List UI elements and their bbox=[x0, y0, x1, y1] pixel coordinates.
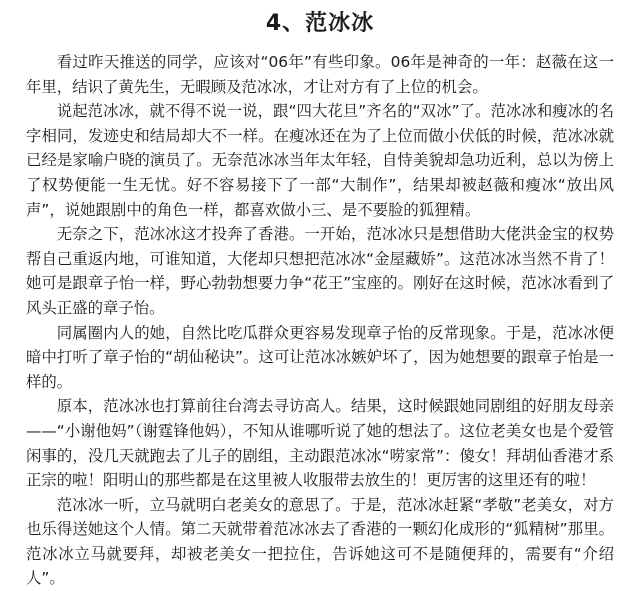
paragraph-2: 说起范冰冰，就不得不说一说，跟“四大花旦”齐名的“双冰”了。范冰冰和瘦冰的名字相同，发迹史和结局却大不一样。在瘦冰还在为了上位而做小伏低的时候，范冰冰就已经是家喻户晓的演员了。无奈范冰冰当年太年轻，自恃美貌却急功近利，总以为傍上了权势便能一生无忧。好不容易接下了一部“大制作”，结果却被赵薇和瘦冰“放出风声”，说她跟剧中的角色一样，都喜欢做小三、是不要脸的狐狸精。 bbox=[26, 102, 614, 219]
paragraph-1: 看过昨天推送的同学，应该对“06年”有些印象。06年是神奇的一年：赵薇在这一年里，结识了黄先生，无暇顾及范冰冰，才让对方有了上位的机会。 bbox=[26, 53, 614, 96]
paragraph-4: 同属圈内人的她，自然比吃瓜群众更容易发现章子怡的反常现象。于是，范冰冰便暗中打听了章子怡的“胡仙秘诀”。这可让范冰冰嫉妒坏了，因为她想要的跟章子怡是一样的。 bbox=[26, 323, 614, 391]
paragraph-6: 范冰冰一听，立马就明白老美女的意思了。于是，范冰冰赶紧“孝敬”老美女，对方也乐得送她这个人情。第二天就带着范冰冰去了香港的一颗幻化成形的“狐精树”那里。范冰冰立马就要拜，却被老美女一把拉住，告诉她这可不是随便拜的，需要有“介绍人”。 bbox=[26, 495, 614, 588]
article-title: 4、范冰冰 bbox=[265, 11, 375, 36]
paragraph-3: 无奈之下，范冰冰这才投奔了香港。一开始，范冰冰只是想借助大佬洪金宝的权势帮自己重返内地，可谁知道，大佬却只想把范冰冰“金屋藏娇”。这范冰冰当然不肯了！她可是跟章子怡一样，野心勃勃想要力争“花王”宝座的。刚好在这时候，范冰冰看到了风头正盛的章子怡。 bbox=[26, 225, 614, 317]
paragraph-5: 原本，范冰冰也打算前往台湾去寻访高人。结果，这时候跟她同剧组的好朋友母亲——“小谢他妈”（谢霆锋他妈），不知从谁哪听说了她的想法了。这位老美女也是个爱管闲事的，没几天就跑去了儿子的剧组，主动跟范冰冰“唠家常”：傻女！拜胡仙香港才系正宗的啦！阳明山的那些都是在这里被人收服带去放生的！更厉害的这里还有的啦！ bbox=[26, 397, 614, 490]
